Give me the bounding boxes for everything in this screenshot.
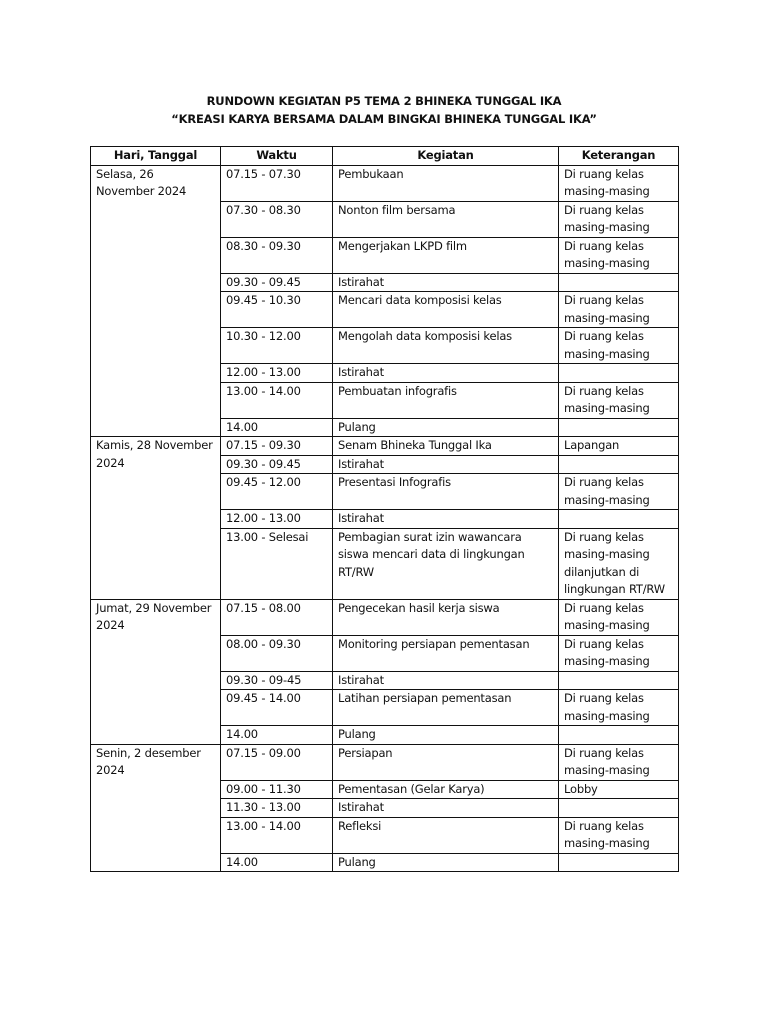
note-cell: Di ruang kelas masing-masing: [559, 201, 679, 237]
activity-cell: Monitoring persiapan pementasan: [333, 635, 559, 671]
schedule-table: [90, 146, 679, 872]
header-time: Waktu: [221, 147, 333, 166]
day-cell: Kamis, 28 November 2024: [91, 437, 221, 600]
activity-cell: Nonton film bersama: [333, 201, 559, 237]
time-cell: 09.00 - 11.30: [221, 780, 333, 799]
activity-cell: Istirahat: [333, 455, 559, 474]
note-cell: Lapangan: [559, 437, 679, 456]
activity-cell: Istirahat: [333, 671, 559, 690]
time-cell: 09.30 - 09.45: [221, 455, 333, 474]
table-row: [91, 599, 679, 635]
time-cell: 07.15 - 09.30: [221, 437, 333, 456]
time-cell: 09.45 - 12.00: [221, 474, 333, 510]
note-cell: Di ruang kelas masing-masing: [559, 599, 679, 635]
activity-cell: Istirahat: [333, 799, 559, 818]
day-cell: Senin, 2 desember 2024: [91, 744, 221, 872]
time-cell: 07.15 - 08.00: [221, 599, 333, 635]
time-cell: 07.15 - 09.00: [221, 744, 333, 780]
document-title: RUNDOWN KEGIATAN P5 TEMA 2 BHINEKA TUNGGAL IKA: [206, 94, 562, 108]
note-cell: Di ruang kelas masing-masing: [559, 635, 679, 671]
time-cell: 09.45 - 10.30: [221, 292, 333, 328]
note-cell: Di ruang kelas masing-masing: [559, 292, 679, 328]
time-cell: 14.00: [221, 853, 333, 872]
note-cell: [559, 510, 679, 529]
note-cell: [559, 364, 679, 383]
time-cell: 14.00: [221, 418, 333, 437]
time-cell: 13.00 - Selesai: [221, 528, 333, 599]
header-activity: Kegiatan: [333, 147, 559, 166]
time-cell: 10.30 - 12.00: [221, 328, 333, 364]
schedule-body: [91, 165, 679, 872]
day-cell: Jumat, 29 November 2024: [91, 599, 221, 744]
activity-cell: Refleksi: [333, 817, 559, 853]
time-cell: 07.30 - 08.30: [221, 201, 333, 237]
time-cell: 09.30 - 09-45: [221, 671, 333, 690]
note-cell: Di ruang kelas masing-masing: [559, 817, 679, 853]
note-cell: Di ruang kelas masing-masing: [559, 690, 679, 726]
table-row: [91, 437, 679, 456]
note-cell: [559, 853, 679, 872]
note-cell: Di ruang kelas masing-masing: [559, 474, 679, 510]
activity-cell: Latihan persiapan pementasan: [333, 690, 559, 726]
table-row: [91, 744, 679, 780]
note-cell: Di ruang kelas masing-masing: [559, 165, 679, 201]
table-row: [91, 165, 679, 201]
time-cell: 13.00 - 14.00: [221, 382, 333, 418]
time-cell: 12.00 - 13.00: [221, 364, 333, 383]
activity-cell: Senam Bhineka Tunggal Ika: [333, 437, 559, 456]
time-cell: 09.30 - 09.45: [221, 273, 333, 292]
header-day: Hari, Tanggal: [91, 147, 221, 166]
note-cell: [559, 799, 679, 818]
activity-cell: Istirahat: [333, 273, 559, 292]
activity-cell: Mengerjakan LKPD film: [333, 237, 559, 273]
time-cell: 14.00: [221, 726, 333, 745]
activity-cell: Pementasan (Gelar Karya): [333, 780, 559, 799]
header-row: [91, 147, 679, 166]
activity-cell: Istirahat: [333, 364, 559, 383]
time-cell: 08.30 - 09.30: [221, 237, 333, 273]
activity-cell: Pengecekan hasil kerja siswa: [333, 599, 559, 635]
activity-cell: Pulang: [333, 418, 559, 437]
activity-cell: Pembagian surat izin wawancara siswa mencari data di lingkungan RT/RW: [333, 528, 559, 599]
time-cell: 13.00 - 14.00: [221, 817, 333, 853]
time-cell: 07.15 - 07.30: [221, 165, 333, 201]
header-note: Keterangan: [559, 147, 679, 166]
time-cell: 11.30 - 13.00: [221, 799, 333, 818]
note-cell: Di ruang kelas masing-masing: [559, 382, 679, 418]
note-cell: [559, 273, 679, 292]
activity-cell: Persiapan: [333, 744, 559, 780]
activity-cell: Mencari data komposisi kelas: [333, 292, 559, 328]
activity-cell: Pulang: [333, 853, 559, 872]
activity-cell: Istirahat: [333, 510, 559, 529]
day-cell: Selasa, 26 November 2024: [91, 165, 221, 437]
time-cell: 09.45 - 14.00: [221, 690, 333, 726]
document-subtitle: “KREASI KARYA BERSAMA DALAM BINGKAI BHINEKA TUNGGAL IKA”: [171, 112, 597, 126]
time-cell: 08.00 - 09.30: [221, 635, 333, 671]
activity-cell: Presentasi Infografis: [333, 474, 559, 510]
note-cell: Di ruang kelas masing-masing: [559, 744, 679, 780]
activity-cell: Mengolah data komposisi kelas: [333, 328, 559, 364]
note-cell: [559, 455, 679, 474]
activity-cell: Pembukaan: [333, 165, 559, 201]
note-cell: [559, 726, 679, 745]
note-cell: Di ruang kelas masing-masing: [559, 328, 679, 364]
note-cell: [559, 671, 679, 690]
activity-cell: Pulang: [333, 726, 559, 745]
note-cell: Lobby: [559, 780, 679, 799]
activity-cell: Pembuatan infografis: [333, 382, 559, 418]
note-cell: [559, 418, 679, 437]
time-cell: 12.00 - 13.00: [221, 510, 333, 529]
note-cell: Di ruang kelas masing-masing dilanjutkan di lingkungan RT/RW: [559, 528, 679, 599]
note-cell: Di ruang kelas masing-masing: [559, 237, 679, 273]
